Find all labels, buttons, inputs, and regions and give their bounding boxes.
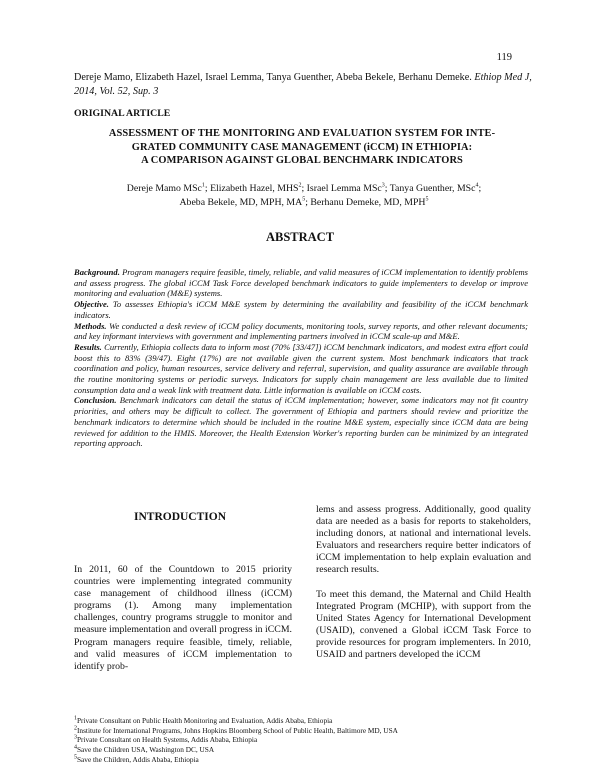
title-line: ASSESSMENT OF THE MONITORING AND EVALUATION SYSTEM FOR INTE- — [108, 128, 496, 139]
author-name: Dereje Mamo MSc — [126, 183, 202, 194]
affiliation: $^5$Save the Children, Addis Ababa, Ethiopia — [74, 754, 199, 764]
affiliation: $^1$Private Consultant on Public Health Monitoring and Evaluation, Addis Ababa, Ethiopia — [74, 715, 333, 725]
author-name: Tanya Guenther, MSc — [389, 183, 476, 194]
intro-column-left — [74, 564, 292, 673]
affiliation: $^3$Private Consultant on Health Systems, Addis Ababa, Ethiopia — [74, 734, 258, 745]
author-list: Dereje Mamo MSc$^1$; Elizabeth Hazel, MHS$^2$; Israel Lemma MSc$^3$; Tanya Guenther, MSc$^4$; Abeba Bekele, MD, MPH, $MA^5$; Berhanu Demeke, MD, MPH$^5$ — [126, 182, 482, 208]
article-title — [64, 127, 540, 168]
abstract-label: Background. — [74, 267, 120, 277]
abstract-conclusion: Conclusion. Benchmark indicators can detail the status of iCCM implementation; however, some indicators may not fit country priorities, and others may be difficult to collect. The government of Ethiopia and partners should review and prioritize the benchmark indicators to determine which should be included in the routine M&E system, especially since iCCM data are being reviewed for addition to the HMIS. Moreover, the Health Extension Worker's reporting burden can be minimized by an integrated reporting approach. — [74, 395, 529, 449]
author-name: Israel Lemma MSc — [306, 183, 382, 194]
author-affiliation-mark: 5 — [302, 196, 306, 203]
paragraph: To meet this demand, the Maternal and Child Health Integrated Program (MCHIP), with support from the United States Agency for International Development (USAID), convened a Global iCCM Task Force to provide resources for program implementers. In 2010, USAID and partners developed the iCCM — [316, 588, 531, 661]
citation-journal: Ethiop Med J, — [474, 72, 532, 83]
intro-column-right — [316, 504, 531, 661]
abstract-objective: Objective. To assesses Ethiopia's iCCM M&E system by determining the availability and feasibility of the iCCM benchmark indicators. — [74, 299, 528, 320]
page-number: 119 — [496, 52, 512, 63]
author-affiliation-mark: 4 — [475, 182, 479, 189]
abstract-background: Background. Program managers require feasible, timely, reliable, and valid measures of iCCM implementation to identify problems and assess progress. The global iCCM Task Force developed benchmark indicators to guide implementers to develop or improve monitoring and evaluation (M&E) systems. — [74, 267, 529, 299]
citation-authors: Dereje Mamo, Elizabeth Hazel, Israel Lemma, Tanya Guenther, Abeba Bekele, Berhanu Demeke. — [74, 72, 472, 83]
abstract-heading: ABSTRACT — [265, 230, 335, 244]
paragraph: In 2011, 60 of the Countdown to 2015 priority countries were implementing integrated community case management of childhood illness (iCCM) programs (1). Among many implementation challenges, country programs struggle to monitor and measure implementation and overall progress in iCCM. Program managers require feasible, timely, reliable, and valid measures of iCCM implementation to identify prob- — [74, 564, 292, 672]
abstract-body — [74, 267, 528, 449]
author-name: Abeba Bekele, MD, MPH, MA — [179, 196, 303, 208]
author-name: Elizabeth Hazel, MHS — [210, 183, 299, 194]
abstract-methods: Methods. We conducted a desk review of iCCM policy documents, monitoring tools, survey reports, and other relevant documents; and key informant interviews with government and implementing partners involved in iCCM scale-up and M&E. — [74, 320, 529, 342]
title-line: GRATED COMMUNITY CASE MANAGEMENT (iCCM) IN ETHIOPIA: — [131, 141, 473, 153]
abstract-label: Methods. — [74, 320, 107, 331]
author-affiliation-mark: 3 — [381, 182, 385, 189]
author-name: Berhanu Demeke, MD, MPH — [310, 196, 426, 208]
abstract-label: Results. — [74, 341, 102, 352]
title-line: A COMPARISON AGAINST GLOBAL BENCHMARK INDICATORS — [141, 155, 463, 166]
abstract-label: Conclusion. — [74, 395, 117, 406]
citation — [74, 71, 534, 98]
affiliations-footnote — [74, 716, 534, 765]
abstract-results: Results. Currently, Ethiopia collects data to inform most (70% [33/47]) iCCM benchmark indicators, and modest extra effort could boost this to 83% (39/47). Eight (17%) are not available given the current system. Most benchmark indicators that track coordination and policy, human resources, service delivery and referral, supervision, and quality assurance are available through the routine monitoring systems or periodic surveys. Indicators for supply chain management are less available due to limited consumption data and a weak link with treatment data. Little information is available on iCCM costs. — [74, 341, 528, 395]
introduction-heading: INTRODUCTION — [134, 511, 227, 523]
affiliation: $^4$Save the Children USA, Washington DC, USA — [74, 744, 215, 755]
author-affiliation-mark: 5 — [425, 196, 429, 203]
abstract-label: Objective. — [74, 299, 109, 310]
affiliation: $^2$Institute for International Programs, Johns Hopkins Bloomberg School of Public Health, Baltimore MD, USA — [74, 725, 398, 735]
author-affiliation-mark: 2 — [298, 182, 302, 189]
author-affiliation-mark: 1 — [201, 182, 205, 189]
paragraph: lems and assess progress. Additionally, good quality data are needed as a basis for reports to stakeholders, including donors, at national and international levels. Evaluators and researchers require better indicators of iCCM implementation to help explain evaluation and research results. — [316, 504, 531, 576]
article-type: ORIGINAL ARTICLE — [74, 108, 171, 119]
citation-volume: 2014, Vol. 52, Sup. 3 — [74, 85, 159, 97]
